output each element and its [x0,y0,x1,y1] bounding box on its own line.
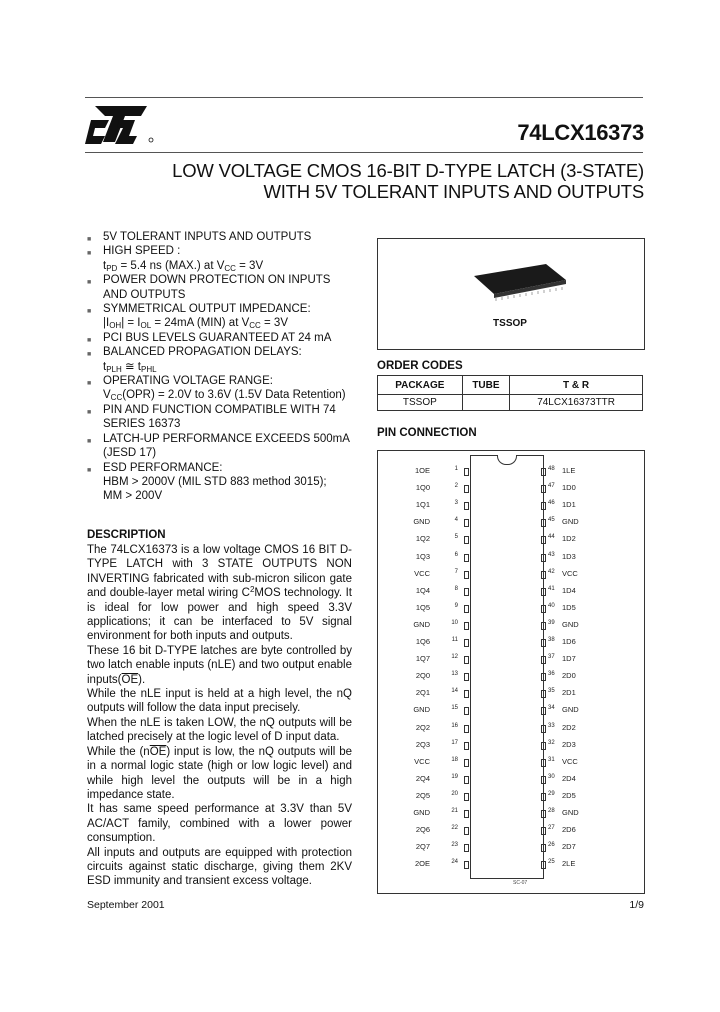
feature-item: ■ 5V TOLERANT INPUTS AND OUTPUTS [87,231,312,243]
pin-name: 2D3 [562,739,576,749]
pin-lead [541,725,546,733]
pin-lead [541,485,546,493]
pin-number: 35 [548,688,555,695]
pin-name: 2Q7 [415,842,430,852]
pin-lead [541,622,546,630]
pin-lead [541,759,546,767]
pin-number: 26 [548,842,555,849]
pin-number: 20 [451,790,458,797]
pin-name: 1LE [562,466,576,475]
pin-lead [464,656,469,664]
table-header: PACKAGE [378,376,463,395]
pin-name: 1Q4 [415,585,430,595]
pin-number: 33 [548,722,555,729]
pin-name: 1D4 [562,585,576,595]
pin-lead [464,776,469,784]
pin-connection-heading: PIN CONNECTION [377,427,477,439]
pin-number: 4 [454,517,458,524]
pin-number: 42 [548,568,555,575]
pin-number: 32 [548,739,555,746]
pin-lead [464,519,469,527]
pin-number: 43 [548,551,555,558]
pin-number: 17 [451,739,458,746]
pin-lead [464,588,469,596]
pin-lead [541,468,546,476]
pin-number: 48 [548,466,555,472]
feature-item: ■ HIGH SPEED : $t_{PD} = 5.4$ ns (MAX.) at $V_{CC} = 3V$ [87,245,264,273]
pin-lead [541,554,546,562]
pin-number: 14 [451,688,458,695]
feature-item: ■ BALANCED PROPAGATION DELAYS: $t_{PLH}$ ≅ $t_{PHL}$ [87,346,302,374]
pin-name: 2Q5 [415,790,430,800]
pin-name: 1OE [414,466,430,475]
footer-page: 1/9 [629,899,644,911]
ic-body [470,455,544,879]
pin-lead [541,605,546,613]
pin-lead [541,656,546,664]
pin-name: GND [562,619,579,629]
pin-name: 1Q2 [415,534,430,544]
pin-lead [464,690,469,698]
pin-number: 37 [548,654,555,661]
pin-name: 2LE [562,859,576,869]
pin-number: 11 [451,637,458,643]
st-logo [85,102,155,146]
pin-name: 2Q4 [415,773,430,783]
pin-lead [464,861,469,869]
pin-name: 1D0 [562,483,576,493]
order-codes-heading: ORDER CODES [377,360,463,372]
pin-name: GND [413,705,430,715]
feature-item: ■ ESD PERFORMANCE: HBM > 2000V (MIL STD 883 method 3015); MM > 200V [87,461,327,503]
pin-lead [464,810,469,818]
pin-name: GND [413,808,430,817]
pin-number: 7 [454,568,458,575]
pin-number: 18 [451,756,458,763]
pin-name: 1Q1 [415,500,430,510]
pin-lead [541,519,546,527]
pin-number: 40 [548,602,555,609]
pin-number: 19 [451,773,458,780]
pin-lead [464,759,469,767]
pin-lead [464,639,469,647]
pin-number: 45 [548,517,555,524]
pin-name: 1D6 [562,637,576,646]
pin-lead [541,742,546,750]
table-cell: 74LCX16373TTR [510,395,643,411]
pin-lead [464,571,469,579]
table-row [378,395,643,411]
pin-number: 1 [454,466,458,472]
pin-number: 9 [454,602,458,609]
pin-name: GND [562,808,579,817]
pin-lead [541,861,546,869]
feature-item: ■ POWER DOWN PROTECTION ON INPUTS AND OUTPUTS [87,274,331,301]
feature-item: ■ LATCH-UP PERFORMANCE EXCEEDS 500mA (JESD 17) [87,432,350,460]
pin-lead [464,622,469,630]
pin-name: 1D7 [562,654,576,664]
diagram-stamp: SC-07 [513,880,528,886]
feature-item: ■ PCI BUS LEVELS GUARANTEED AT 24 mA [87,331,332,344]
pin-lead [541,844,546,852]
pin-number: 16 [451,722,458,729]
pin-name: 1D5 [562,602,576,612]
pin-name: 2D4 [562,773,576,783]
pin-lead [541,707,546,715]
pin-name: VCC [562,756,578,766]
pin-name: 1D1 [562,500,576,510]
pin-name: VCC [562,568,578,578]
pin-lead [541,571,546,579]
pin-number: 29 [548,790,555,797]
top-rule [85,97,643,98]
pin-name: 1Q7 [415,654,430,664]
document-title: LOW VOLTAGE CMOS 16-BIT D-TYPE LATCH (3-STATE) WITH 5V TOLERANT INPUTS AND OUTPUTS [172,160,644,202]
pin-number: 46 [548,500,555,507]
pin-lead [464,673,469,681]
package-label: TSSOP [493,318,527,329]
pin-lead [464,742,469,750]
pin-number: 3 [454,500,458,507]
pin-name: 1Q0 [415,483,430,493]
table-header: T & R [510,376,643,395]
pin-lead [464,485,469,493]
pin-name: VCC [414,756,430,766]
table-header: TUBE [462,376,510,395]
title-rule [85,152,643,153]
pin-number: 6 [454,551,458,558]
pin-lead [541,793,546,801]
pin-number: 8 [454,585,458,592]
pin-name: 2Q2 [415,722,430,732]
footer-date: September 2001 [87,899,165,911]
pin-name: 2D1 [562,688,576,698]
order-codes-table [377,375,643,411]
pin-number: 30 [548,773,555,780]
feature-item: ■ PIN AND FUNCTION COMPATIBLE WITH 74 SERIES 16373 [87,403,336,431]
pin-number: 38 [548,637,555,643]
feature-item: ■ SYMMETRICAL OUTPUT IMPEDANCE: $|I_{OH}| = I_{OL} = 24mA$ (MIN) at $V_{CC} = 3V$ [87,303,311,331]
pin-name: GND [562,705,579,715]
pin-number: 41 [548,585,555,592]
pin-lead [464,827,469,835]
pin-lead [541,639,546,647]
pin-lead [541,588,546,596]
pin-name: 1Q6 [415,637,430,646]
pin-number: 10 [451,619,458,626]
pin-name: 2Q3 [415,739,430,749]
pin-lead [541,690,546,698]
pin-name: 2D6 [562,825,576,835]
pin-name: VCC [414,568,430,578]
description-heading: DESCRIPTION [87,529,166,541]
pin-number: 23 [451,842,458,849]
pin-number: 31 [548,756,555,763]
pin-number: 2 [454,483,458,490]
pin-number: 36 [548,671,555,678]
pin-name: 2Q6 [415,825,430,835]
pin-name: GND [562,517,579,527]
table-cell: TSSOP [378,395,463,411]
pin-lead [541,810,546,818]
table-cell [462,395,510,411]
pin-name: 2D7 [562,842,576,852]
pin-lead [541,827,546,835]
part-number: 74LCX16373 [517,120,644,145]
pin-name: 1Q3 [415,551,430,561]
description-body: The 74LCX16373 is a low voltage CMOS 16 BIT D-TYPE LATCH with 3 STATE OUTPUTS NON INVERTING fabricated with sub-micron silicon gate and double-layer metal wiring $C^2MOS$ technology. It is ideal for low power and high speed 3.3V applications; it can be interfaced to 5V signal environment for both inputs and outputs. These 16 bit D-TYPE latches are byte controlled by two latch enable inputs (nLE) and two output enable $inputs(\overline{OE})$. While the nLE input is held at a high level, the nQ outputs will follow the data input precisely. When the nLE is taken LOW, the nQ outputs will be latched precisely at the logic level of D input data. While the $(n\overline{OE})$ input is low, the nQ outputs will be in a normal logic state (high or low logic level) and while high level the outputs will be in a high impedance state. It has same speed performance at 3.3V than 5V AC/ACT family, combined with a lower power consumption. All inputs and outputs are equipped with protection circuits against static discharge, giving them 2KV ESD immunity and transient excess voltage. [87,544,353,888]
pin-number: 44 [548,534,555,541]
pin-lead [464,536,469,544]
pin-name: 2Q0 [415,671,430,681]
pin-name: GND [413,517,430,527]
pin-number: 34 [548,705,555,712]
pin-number: 39 [548,619,555,626]
pin-name: GND [413,619,430,629]
pin-lead [464,725,469,733]
pin-number: 15 [451,705,458,712]
pin-number: 12 [451,654,458,661]
pin-number: 21 [451,808,458,814]
pin-lead [464,468,469,476]
features-list [87,230,357,504]
pin-lead [541,776,546,784]
pin-number: 24 [451,859,458,866]
pin-name: 1Q5 [415,602,430,612]
pin-name: 1D3 [562,551,576,561]
pin-number: 5 [454,534,458,541]
pin-name: 2D0 [562,671,576,681]
pin-lead [541,536,546,544]
tssop-package-image [470,262,570,302]
pin-name: 2D2 [562,722,576,732]
pin-name: 2D5 [562,790,576,800]
feature-item: ■ OPERATING VOLTAGE RANGE: $V_{CC}(OPR) = 2.0V$ to 3.6V (1.5V Data Retention) [87,375,346,403]
pin-number: 47 [548,483,555,490]
pin-name: 2OE [414,859,430,869]
pin-name: 2Q1 [415,688,430,698]
pin-lead [464,844,469,852]
pin-number: 22 [451,825,458,832]
pin-lead [464,554,469,562]
pin-lead [464,707,469,715]
pin-number: 13 [451,671,458,678]
pin-number: 25 [548,859,555,866]
table-header-row [378,376,643,395]
pin-lead [464,793,469,801]
pin-lead [464,502,469,510]
pin-lead [541,502,546,510]
pin-number: 28 [548,808,555,814]
pin-number: 27 [548,825,555,832]
pin-name: 1D2 [562,534,576,544]
pin-lead [541,673,546,681]
pin-lead [464,605,469,613]
